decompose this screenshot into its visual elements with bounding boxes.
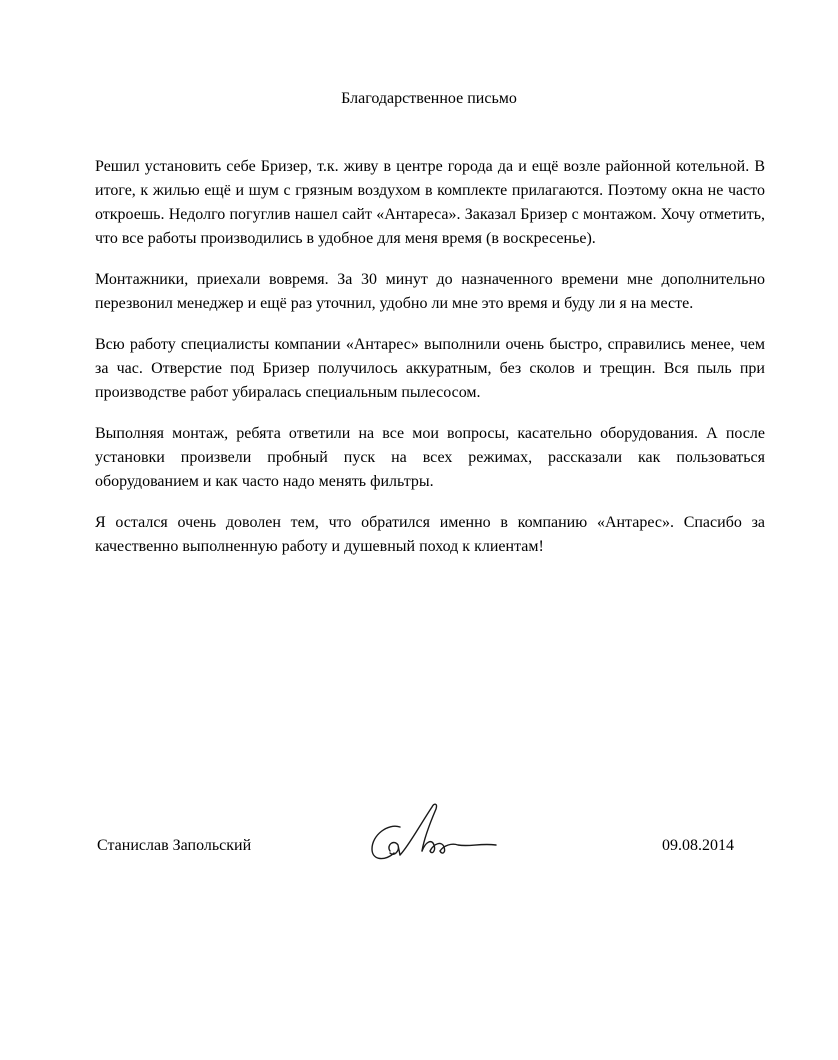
- signature-block: [0, 795, 838, 875]
- letter-paragraph: Всю работу специалисты компании «Антарес» выполнили очень быстро, справились менее, чем за час. Отверстие под Бризер получилось аккуратным, без сколов и трещин. Вся пыль при производстве работ убиралась специальным пылесосом.: [95, 336, 765, 401]
- letter-paragraph: Решил установить себе Бризер, т.к. живу в центре города да и ещё возле районной котельной. В итоге, к жилью ещё и шум с грязным воздухом в комплекте прилагаются. Поэтому окна не часто откроешь. Недолго погуглив нашел сайт «Антареса». Заказал Бризер с монтажом. Хочу отметить, что все работы производились в удобное для меня время (в воскресенье).: [95, 158, 765, 247]
- signer-name: Станислав Запольский: [97, 837, 252, 854]
- letter-paragraph: Выполняя монтаж, ребята ответили на все мои вопросы, касательно оборудования. А после установки произвели пробный пуск на всех режимах, рассказали как пользоваться оборудованием и как часто надо менять фильтры.: [95, 425, 765, 490]
- letter-paragraph: Монтажники, приехали вовремя. За 30 минут до назначенного времени мне дополнительно перезвонил менеджер и ещё раз уточнил, удобно ли мне это время и буду ли я на месте.: [95, 271, 765, 312]
- letter-title: Благодарственное письмо: [341, 90, 517, 107]
- letter-date: 09.08.2014: [662, 837, 734, 854]
- letter-body: [95, 155, 765, 576]
- handwritten-signature: [360, 795, 505, 875]
- letter-paragraph: Я остался очень доволен тем, что обратился именно в компанию «Антарес». Спасибо за качественно выполненную работу и душевный поход к клиентам!: [95, 514, 765, 555]
